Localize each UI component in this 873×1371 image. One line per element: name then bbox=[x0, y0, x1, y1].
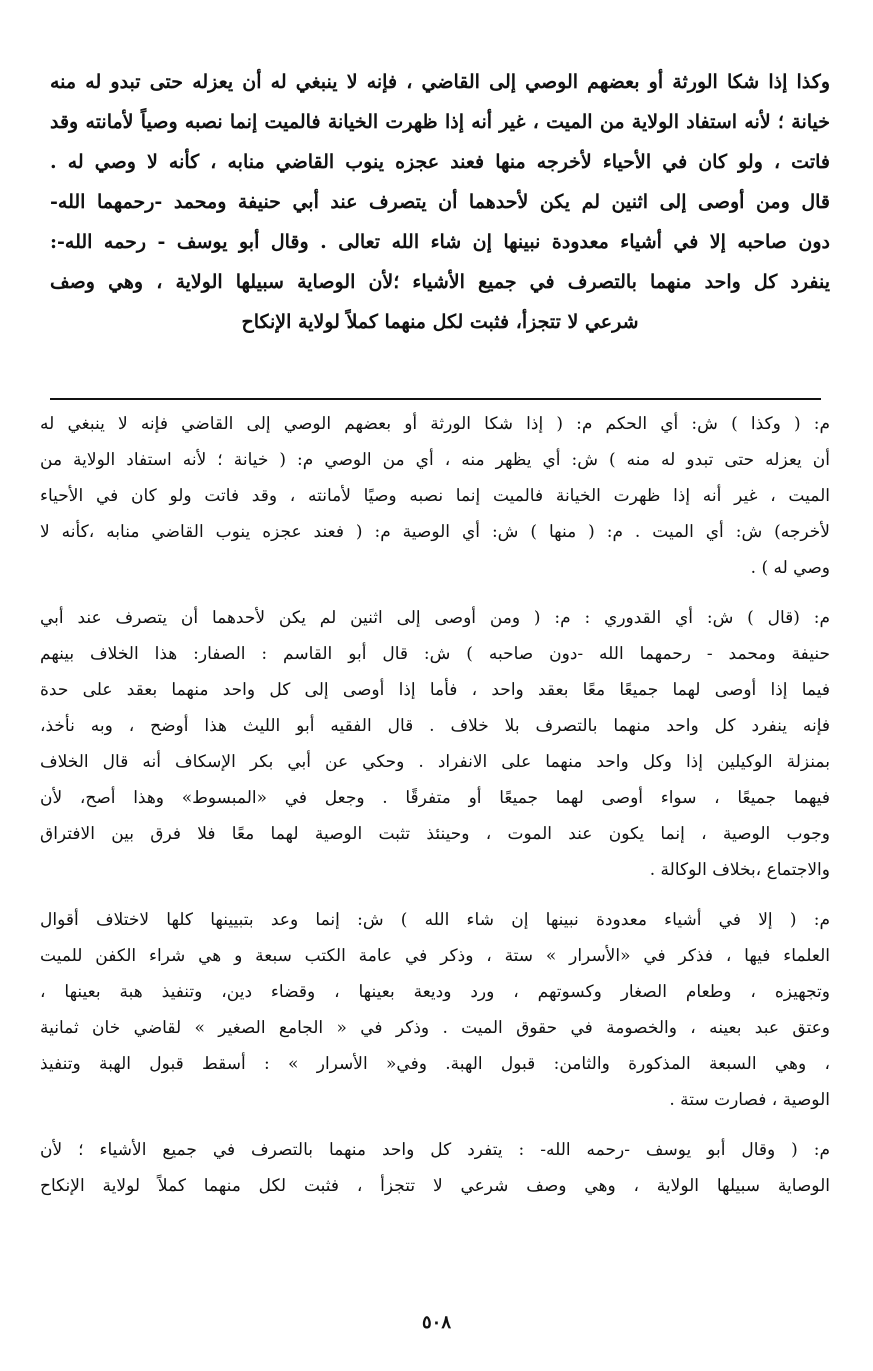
page-number: ٥٠٨ bbox=[421, 1312, 451, 1333]
main-text-block bbox=[50, 62, 830, 342]
commentary-line: فإنه ينفرد كل واحد منهما بالتصرف بلا خلاف . قال الفقيه أبو الليث هذا أوضح ، وبه نأخذ، bbox=[40, 716, 830, 736]
commentary-line: ، وهي السبعة المذكورة والثامن: قبول الهبة. وفي« الأسرار » : أسقط قبول الهبة وتنفيذ bbox=[40, 1054, 830, 1074]
commentary-line: فيهما جميعًا ، سواء أوصى لهما جميعًا أو متفرقًا . وجعل في «المبسوط» وهذا أصح، لأن bbox=[40, 788, 830, 808]
separator-rule bbox=[50, 398, 821, 400]
main-text-line: شرعي لا تتجزأ، فثبت لكل منهما كملاً لولاية الإنكاح bbox=[241, 311, 639, 333]
main-text-line: دون صاحبه إلا في أشياء معدودة نبينها إن شاء الله تعالى . وقال أبو يوسف - رحمه الله-: bbox=[50, 231, 830, 253]
commentary-line: وصي له ) . bbox=[750, 558, 830, 578]
commentary-line: م: ( وقال أبو يوسف -رحمه الله- : يتفرد كل واحد منهما بالتصرف في جميع الأشياء ؛ لأن bbox=[40, 1140, 830, 1160]
commentary-line: فيما إذا أوصى لهما جميعًا معًا بعقد واحد ، فأما إذا أوصى إلى كل واحد منهما بعقد على حدة bbox=[40, 680, 830, 700]
commentary-paragraph bbox=[40, 600, 830, 888]
main-text-line: فاتت ، ولو كان في الأحياء لأخرجه منها فعند عجزه ينوب القاضي منابه ، كأنه لا وصي له . bbox=[50, 151, 830, 173]
commentary-paragraph bbox=[40, 1132, 830, 1204]
commentary-line: الوصاية سبيلها الولاية ، وهي وصف شرعي لا تتجزأ ، فثبت لكل منهما كملاً لولاية الإنكاح bbox=[40, 1176, 830, 1196]
main-text-line: ينفرد كل واحد منهما بالتصرف في جميع الأشياء ؛لأن الوصاية سبيلها الولاية ، وهي وصف bbox=[50, 271, 830, 293]
commentary-line: الوصية ، فصارت ستة . bbox=[669, 1090, 830, 1110]
commentary-paragraph bbox=[40, 406, 830, 586]
main-text-line: قال ومن أوصى إلى اثنين لم يكن لأحدهما أن يتصرف عند أبي حنيفة ومحمد -رحمهما الله- bbox=[50, 191, 830, 213]
commentary-line: حنيفة ومحمد - رحمهما الله -دون صاحبه ) ش: قال أبو القاسم : الصفار: هذا الخلاف بينهم bbox=[40, 644, 830, 664]
commentary-line: لأخرجه) ش: أي الميت . م: ( منها ) ش: أي الوصية م: ( فعند عجزه ينوب القاضي منابه ،كأنه لا bbox=[40, 522, 830, 542]
commentary-line: م: ( إلا في أشياء معدودة نبينها إن شاء الله ) ش: إنما وعد بتبيينها كلها لاختلاف أقوال bbox=[40, 910, 830, 930]
commentary-line: العلماء فيها ، فذكر في «الأسرار » ستة ، وذكر في عامة الكتب سبعة و هي شراء الكفن للميت bbox=[40, 946, 830, 966]
commentary-line: م: (قال ) ش: أي القدوري : م: ( ومن أوصى إلى اثنين لم يكن لأحدهما أن يتصرف عند أبي bbox=[40, 608, 830, 628]
commentary-line: الميت ، غير أنه إذا ظهرت الخيانة فالميت إنما نصبه وصيًا لأمانته ، وقد فاتت ولو كان في الأحياء bbox=[40, 486, 830, 506]
commentary-line: م: ( وكذا ) ش: أي الحكم م: ( إذا شكا الورثة أو بعضهم الوصي إلى القاضي فإنه لا ينبغي له bbox=[40, 414, 830, 434]
commentary-block bbox=[40, 406, 830, 1218]
commentary-line: وجوب الوصية ، إنما يكون عند الموت ، وحينئذ تثبت الوصية لهما معًا فلا فرق بين الافتراق bbox=[40, 824, 830, 844]
main-text-line: وكذا إذا شكا الورثة أو بعضهم الوصي إلى القاضي ، فإنه لا ينبغي له أن يعزله حتى تبدو له منه bbox=[50, 71, 830, 93]
commentary-line: وتجهيزه ، وطعام الصغار وكسوتهم ، ورد وديعة بعينها ، وقضاء دين، وتنفيذ هبة بعينها ، bbox=[40, 982, 830, 1002]
main-text-line: خيانة ؛ لأنه استفاد الولاية من الميت ، غير أنه إذا ظهرت الخيانة فالميت إنما نصبه وصياً لأمانته وقد bbox=[50, 111, 830, 133]
commentary-line: أن يعزله حتى تبدو له منه ) ش: أي يظهر منه ، أي من الوصي م: ( خيانة ؛ لأنه استفاد الولاية من bbox=[40, 450, 830, 470]
commentary-line: بمنزلة الوكيلين إذا وكل واحد منهما على الانفراد . وحكي عن أبي بكر الإسكاف أنه قال الخلاف bbox=[40, 752, 830, 772]
commentary-line: وعتق عبد بعينه ، والخصومة في حقوق الميت . وذكر في « الجامع الصغير » لقاضي خان ثمانية bbox=[40, 1018, 830, 1038]
commentary-paragraph bbox=[40, 902, 830, 1118]
commentary-line: والاجتماع ،بخلاف الوكالة . bbox=[649, 860, 830, 880]
